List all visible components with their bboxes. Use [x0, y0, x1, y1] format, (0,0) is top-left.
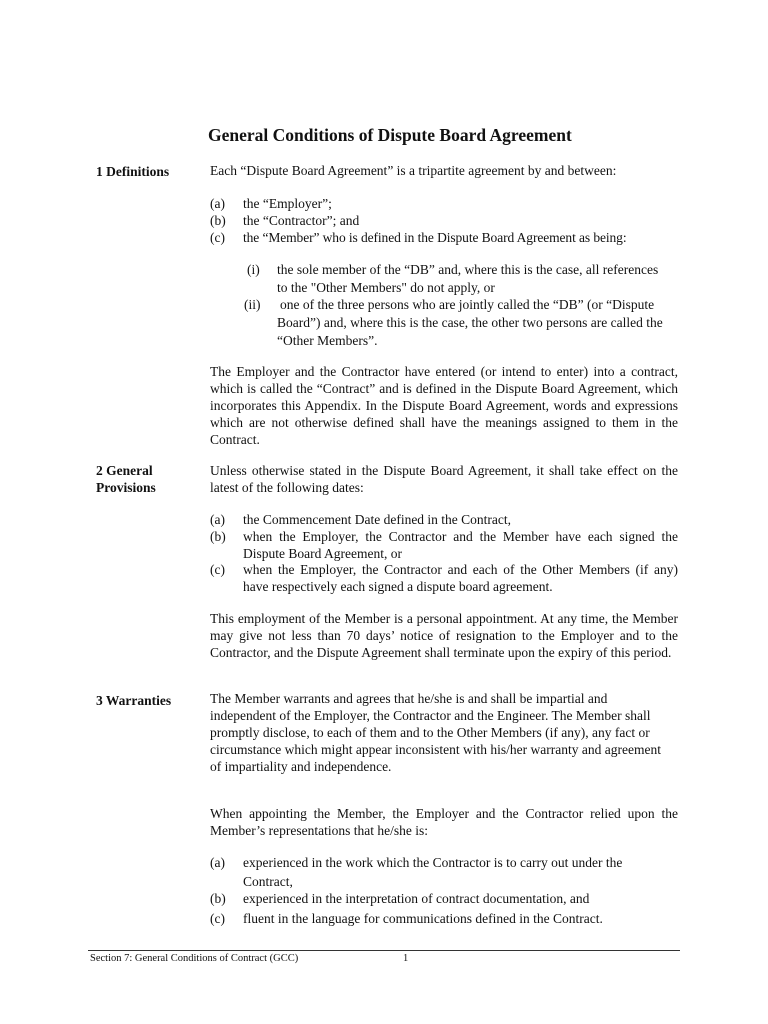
section-heading-general-provisions — [96, 462, 206, 496]
list-marker: (a) — [210, 855, 225, 870]
paragraph-line: of impartiality and independence. — [210, 759, 392, 774]
list-item-line: experienced in the work which the Contractor is to carry out under the — [243, 855, 623, 870]
list-item-line: experienced in the interpretation of contract documentation, and — [243, 891, 590, 906]
list-marker: (a) — [210, 512, 225, 527]
footer-section-label: Section 7: General Conditions of Contract (GCC) — [90, 953, 299, 964]
list-marker: (c) — [210, 911, 225, 926]
heading-line: Provisions — [96, 480, 156, 495]
sublist-item-line: to the "Other Members" do not apply, or — [277, 280, 495, 295]
list-item-line: fluent in the language for communications defined in the Contract. — [243, 911, 603, 926]
sublist-item-line: the sole member of the “DB” and, where this is the case, all references — [277, 262, 659, 277]
list-item-text: the “Employer”; — [243, 196, 332, 211]
paragraph-line: The Member warrants and agrees that he/she is and shall be impartial and — [210, 691, 608, 706]
general-closing-paragraph: This employment of the Member is a personal appointment. At any time, the Member may give not less than 70 days’ notice of resignation to the Employer and to the Contractor, and the Dispute Agreement shall terminate upon the expiry of this period. — [210, 611, 678, 660]
sublist-marker: (i) — [247, 262, 260, 277]
list-item-line: Contract, — [243, 874, 293, 889]
warranties-paragraph-2: When appointing the Member, the Employer and the Contractor relied upon the Member’s representations that he/she is: — [210, 806, 678, 838]
paragraph-line: circumstance which might appear inconsistent with his/her warranty and agreement — [210, 742, 661, 757]
list-marker: (b) — [210, 213, 226, 228]
sublist-item-line: one of the three persons who are jointly called the “DB” (or “Dispute — [280, 297, 655, 312]
heading-line: 2 General — [96, 463, 153, 478]
footer-divider — [88, 950, 680, 951]
definitions-closing-paragraph: The Employer and the Contractor have entered (or intend to enter) into a contract, which is called the “Contract” and is defined in the Dispute Board Agreement, which incorporates this Appendix. In the Dispute Board Agreement, words and expressions which are not otherwise defined shall have the meanings assigned to them in the Contract. — [210, 364, 678, 447]
paragraph-line: promptly disclose, to each of them and to the Other Members (if any), any fact or — [210, 725, 650, 740]
list-item-text: the Commencement Date defined in the Contract, — [243, 512, 512, 527]
list-item-text: when the Employer, the Contractor and each of the Other Members (if any) have respectively each signed a dispute board agreement. — [243, 562, 678, 594]
list-marker: (a) — [210, 196, 225, 211]
list-marker: (c) — [210, 562, 225, 577]
section-heading-definitions: 1 Definitions — [96, 164, 170, 179]
list-marker: (b) — [210, 529, 226, 544]
sublist-item-line: “Other Members”. — [277, 333, 378, 348]
paragraph-line: independent of the Employer, the Contractor and the Engineer. The Member shall — [210, 708, 651, 723]
document-title: General Conditions of Dispute Board Agreement — [208, 125, 572, 145]
list-item-text: the “Member” who is defined in the Dispute Board Agreement as being: — [243, 230, 627, 245]
sublist-marker: (ii) — [244, 297, 261, 312]
definitions-intro: Each “Dispute Board Agreement” is a tripartite agreement by and between: — [210, 163, 617, 178]
sublist-item-line: Board”) and, where this is the case, the other two persons are called the — [277, 315, 663, 330]
list-item-text: when the Employer, the Contractor and the Member have each signed the Dispute Board Agreement, or — [243, 529, 678, 561]
list-marker: (b) — [210, 891, 226, 906]
list-marker: (c) — [210, 230, 225, 245]
section-heading-warranties: 3 Warranties — [96, 693, 172, 708]
general-intro: Unless otherwise stated in the Dispute Board Agreement, it shall take effect on the latest of the following dates: — [210, 463, 678, 495]
list-item-text: the “Contractor”; and — [243, 213, 360, 228]
page-number: 1 — [403, 953, 409, 964]
